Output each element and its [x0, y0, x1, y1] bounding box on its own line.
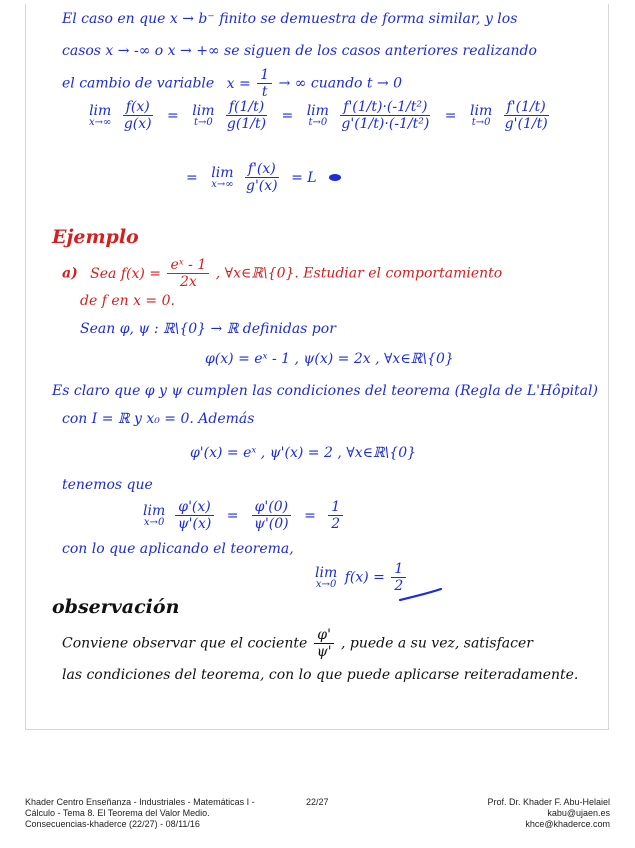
lim-word: lim: [89, 102, 112, 119]
limit-ratio-line: [140, 500, 345, 531]
frac-num: φ': [314, 628, 334, 644]
intro-line-3-end: → ∞ cuando t → 0: [278, 75, 403, 92]
equation-chain-1: [86, 100, 553, 131]
frac-den: g'(1/t): [504, 116, 548, 132]
sean-line: Sean φ, ψ : ℝ\{0} → ℝ definidas por: [80, 321, 336, 337]
frac-den: g(x): [123, 116, 152, 132]
frac-den: 2: [394, 578, 404, 594]
lim-sub: t→0: [308, 116, 328, 128]
equals-sign: =: [167, 107, 179, 124]
lim-word: lim: [315, 564, 338, 581]
limit-t0-1: [192, 104, 214, 128]
equation-chain-2: [180, 162, 341, 193]
example-a-line-2: de f en x = 0.: [80, 293, 175, 309]
frac-num: φ'(0): [252, 500, 291, 516]
frac-num: f(1/t): [226, 100, 267, 116]
claro-line-2: con I = ℝ y x₀ = 0. Además: [62, 411, 255, 427]
final-fx-eq: f(x) =: [344, 569, 385, 586]
frac-num: f'(1/t)·(-1/t²): [340, 100, 430, 116]
frac-den: g'(1/t)·(-1/t²): [341, 116, 430, 132]
footer-author: [487, 797, 610, 830]
footer-email-khaderce: khce@khaderce.com: [525, 819, 610, 829]
result-underline-scribble: [398, 588, 443, 602]
lim-word: lim: [192, 102, 215, 119]
observacion-line-1: [62, 628, 533, 659]
intro-fraction: [257, 68, 272, 99]
lim-sub: t→0: [471, 116, 491, 128]
frac-den: g(1/t): [226, 116, 267, 132]
claro-line-1: Es claro que φ y ψ cumplen las condiciones del teorema (Regla de L'Hôpital): [52, 383, 598, 399]
fraction-fx-gx: [121, 100, 155, 131]
frac-num: 1: [328, 500, 343, 516]
lim-sub: x→∞: [89, 116, 112, 128]
footer-email-ujaen: kabu@ujaen.es: [547, 808, 610, 818]
equals-L: = L: [291, 169, 317, 186]
example-a-sea: Sea f(x) =: [90, 265, 162, 282]
obs-fraction: [314, 628, 335, 659]
lim-word: lim: [306, 102, 329, 119]
intro-frac-num: 1: [257, 68, 272, 84]
limit-x0: [143, 504, 165, 528]
frac-num: eˣ - 1: [167, 258, 209, 274]
frac-den: ψ'(x): [177, 516, 212, 532]
obs-line-1-end: , puede a su vez, satisfacer: [341, 635, 533, 652]
example-a-label: a): [62, 265, 78, 282]
lim-sub: x→∞: [211, 178, 234, 190]
lim-sub: x→0: [143, 516, 165, 528]
frac-num: f'(x): [245, 162, 279, 178]
final-limit: [312, 562, 408, 593]
equals-sign: =: [186, 169, 198, 186]
frac-num: f'(1/t): [504, 100, 549, 116]
derivatives-line: φ'(x) = eˣ , ψ'(x) = 2 , ∀x∈ℝ\{0}: [190, 445, 417, 461]
limit-x-inf-2: [211, 166, 233, 190]
lim-word: lim: [469, 102, 493, 119]
frac-num: φ'(x): [175, 500, 213, 516]
footer-author-name: Prof. Dr. Khader F. Abu-Helaiel: [487, 797, 610, 807]
footer-course-info: Khader Centro Enseñanza - Industriales - Matemáticas I - Cálculo - Tema 8. El Teorema del Valor Medio. Consecuencias-khaderce (22/27) - 08/11/16: [25, 797, 255, 829]
lim-sub: x→0: [315, 578, 337, 590]
intro-line-3-start: el cambio de variable: [62, 75, 215, 92]
footer-page-number: 22/27: [306, 797, 329, 807]
intro-line-1: El caso en que x → b⁻ finito se demuestra de forma similar, y los: [62, 11, 518, 27]
fraction-one-half: [328, 500, 343, 531]
frac-den: ψ': [316, 644, 332, 660]
observacion-heading: observación: [52, 596, 180, 618]
frac-den: 2: [331, 516, 341, 532]
tenemos-line: tenemos que: [62, 477, 153, 493]
lim-word: lim: [143, 502, 166, 519]
limit-t0-2: [307, 104, 329, 128]
fraction-phi-psi-x: [175, 500, 215, 531]
fraction-phi-psi-0: [251, 500, 292, 531]
frac-num: 1: [391, 562, 406, 578]
limit-x-inf-1: [89, 104, 111, 128]
frac-den: ψ'(0): [253, 516, 289, 532]
fraction-fpx-gpx: [243, 162, 281, 193]
lim-sub: t→0: [193, 116, 213, 128]
frac-num: f(x): [123, 100, 153, 116]
fraction-chain-rule: [338, 100, 432, 131]
intro-frac-den: t: [261, 84, 268, 100]
equals-sign: =: [281, 107, 294, 124]
fraction-derivs-1t: [502, 100, 551, 131]
intro-line-3: [62, 68, 402, 99]
fraction-f1t-g1t: [224, 100, 269, 131]
obs-line-1-start: Conviene observar que el cociente: [62, 635, 308, 652]
lim-word: lim: [211, 164, 234, 181]
equals-sign: =: [444, 107, 457, 124]
ejemplo-heading: Ejemplo: [52, 226, 139, 248]
intro-line-2: casos x → -∞ o x → +∞ se siguen de los casos anteriores realizando: [62, 43, 537, 59]
equals-sign: =: [304, 507, 316, 524]
aplicando-line: con lo que aplicando el teorema,: [62, 541, 294, 557]
limit-t0-3: [470, 104, 492, 128]
observacion-line-2: las condiciones del teorema, con lo que puede aplicarse reiteradamente.: [62, 667, 579, 683]
intro-x-eq: x =: [226, 75, 251, 92]
frac-den: 2x: [179, 274, 197, 290]
definition-line: φ(x) = eˣ - 1 , ψ(x) = 2x , ∀x∈ℝ\{0}: [205, 351, 454, 367]
limit-x0-final: [315, 566, 337, 590]
example-a-rest: , ∀x∈ℝ\{0}. Estudiar el comportamiento: [215, 265, 503, 282]
equals-sign: =: [226, 507, 239, 524]
end-of-proof-mark: [329, 174, 341, 181]
frac-den: g'(x): [246, 178, 278, 194]
example-a-line-1: [62, 258, 502, 289]
example-a-fraction: [167, 258, 209, 289]
